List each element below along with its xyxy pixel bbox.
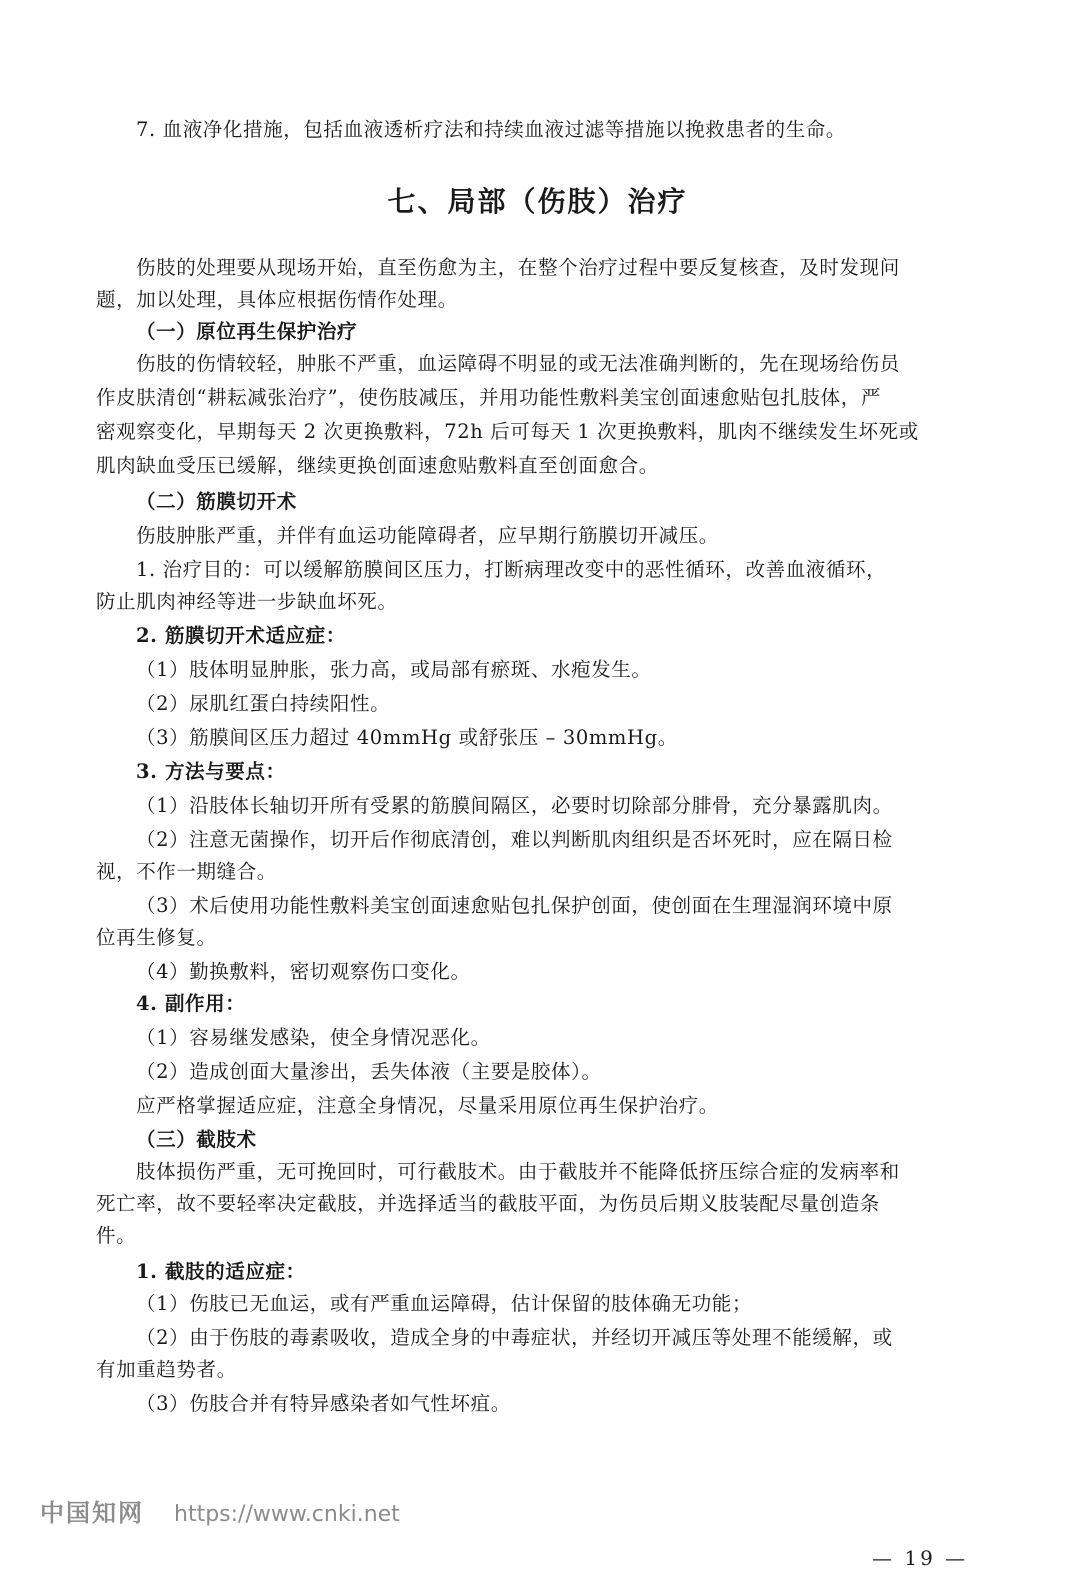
watermark xyxy=(40,1493,400,1528)
section-title: 七、局部（伤肢）治疗 xyxy=(387,185,688,218)
paragraph-line: 密观察变化，早期每天 2 次更换敷料，72h 后可每天 1 次更换敷料，肌肉不继续发生坏死或 xyxy=(96,420,919,443)
list-item: （2）注意无菌操作，切开后作彻底清创，难以判断肌肉组织是否坏死时，应在隔日检 xyxy=(136,828,893,851)
paragraph-line: 7. 血液净化措施，包括血液透析疗法和持续血液过滤等措施以挽救患者的生命。 xyxy=(136,118,847,141)
paragraph-line: 件。 xyxy=(96,1224,137,1247)
item-heading: 2. 筋膜切开术适应症： xyxy=(136,624,346,647)
subsection-heading: （一）原位再生保护治疗 xyxy=(136,320,358,343)
page-number: — 19 — xyxy=(872,1546,969,1570)
list-item: （1）肢体明显肿胀，张力高，或局部有瘀斑、水疱发生。 xyxy=(136,658,652,681)
paragraph-line: 防止肌肉神经等进一步缺血坏死。 xyxy=(96,590,398,613)
list-item: （3）伤肢合并有特异感染者如气性坏疽。 xyxy=(136,1392,511,1415)
paragraph-line: 死亡率，故不要轻率决定截肢，并选择适当的截肢平面，为伤员后期义肢装配尽量创造条 xyxy=(96,1192,880,1215)
paragraph-line: 伤肢肿胀严重，并伴有血运功能障碍者，应早期行筋膜切开减压。 xyxy=(136,524,719,547)
subsection-heading: （三）截肢术 xyxy=(136,1128,257,1151)
list-item: （1）容易继发感染，使全身情况恶化。 xyxy=(136,1026,491,1049)
item-heading: 3. 方法与要点： xyxy=(136,760,286,783)
list-item: （1）伤肢已无血运，或有严重血运障碍，估计保留的肢体确无功能； xyxy=(136,1292,753,1315)
watermark-name: 中国知网 xyxy=(40,1499,144,1527)
paragraph-line: 题，加以处理，具体应根据伤情作处理。 xyxy=(96,288,458,311)
list-item: （2）由于伤肢的毒素吸收，造成全身的中毒症状，并经切开减压等处理不能缓解，或 xyxy=(136,1326,893,1349)
subsection-heading: （二）筋膜切开术 xyxy=(136,490,297,513)
list-item: （2）尿肌红蛋白持续阳性。 xyxy=(136,692,391,715)
paragraph-line: 伤肢的处理要从现场开始，直至伤愈为主，在整个治疗过程中要反复核查，及时发现问 xyxy=(136,256,900,279)
item-heading: 4. 副作用： xyxy=(136,992,246,1015)
watermark-url: https://www.cnki.net xyxy=(174,1502,400,1527)
list-item: （3）筋膜间区压力超过 40mmHg 或舒张压 – 30mmHg。 xyxy=(136,726,678,749)
list-item: （2）造成创面大量渗出，丢失体液（主要是胶体）。 xyxy=(136,1060,602,1083)
paragraph-line: 1. 治疗目的：可以缓解筋膜间区压力，打断病理改变中的恶性循环，改善血液循环， xyxy=(136,558,887,581)
paragraph-line: 肌肉缺血受压已缓解，继续更换创面速愈贴敷料直至创面愈合。 xyxy=(96,454,659,477)
list-item: （4）勤换敷料，密切观察伤口变化。 xyxy=(136,960,471,983)
paragraph-line: 视，不作一期缝合。 xyxy=(96,860,277,883)
paragraph-line: 作皮肤清创“耕耘减张治疗”，使伤肢减压，并用功能性敷料美宝创面速愈贴包扎肢体，严 xyxy=(96,386,881,409)
paragraph-line: 肢体损伤严重，无可挽回时，可行截肢术。由于截肢并不能降低挤压综合症的发病率和 xyxy=(136,1160,900,1183)
paragraph-line: 伤肢的伤情较轻，肿胀不严重，血运障碍不明显的或无法准确判断的，先在现场给伤员 xyxy=(136,352,900,375)
paragraph-line: 应严格掌握适应症，注意全身情况，尽量采用原位再生保护治疗。 xyxy=(136,1094,719,1117)
list-item: （3）术后使用功能性敷料美宝创面速愈贴包扎保护创面，使创面在生理湿润环境中原 xyxy=(136,894,893,917)
item-heading: 1. 截肢的适应症： xyxy=(136,1260,306,1283)
paragraph-line: 有加重趋势者。 xyxy=(96,1358,237,1381)
list-item: （1）沿肢体长轴切开所有受累的筋膜间隔区，必要时切除部分腓骨，充分暴露肌肉。 xyxy=(136,794,893,817)
paragraph-line: 位再生修复。 xyxy=(96,926,217,949)
